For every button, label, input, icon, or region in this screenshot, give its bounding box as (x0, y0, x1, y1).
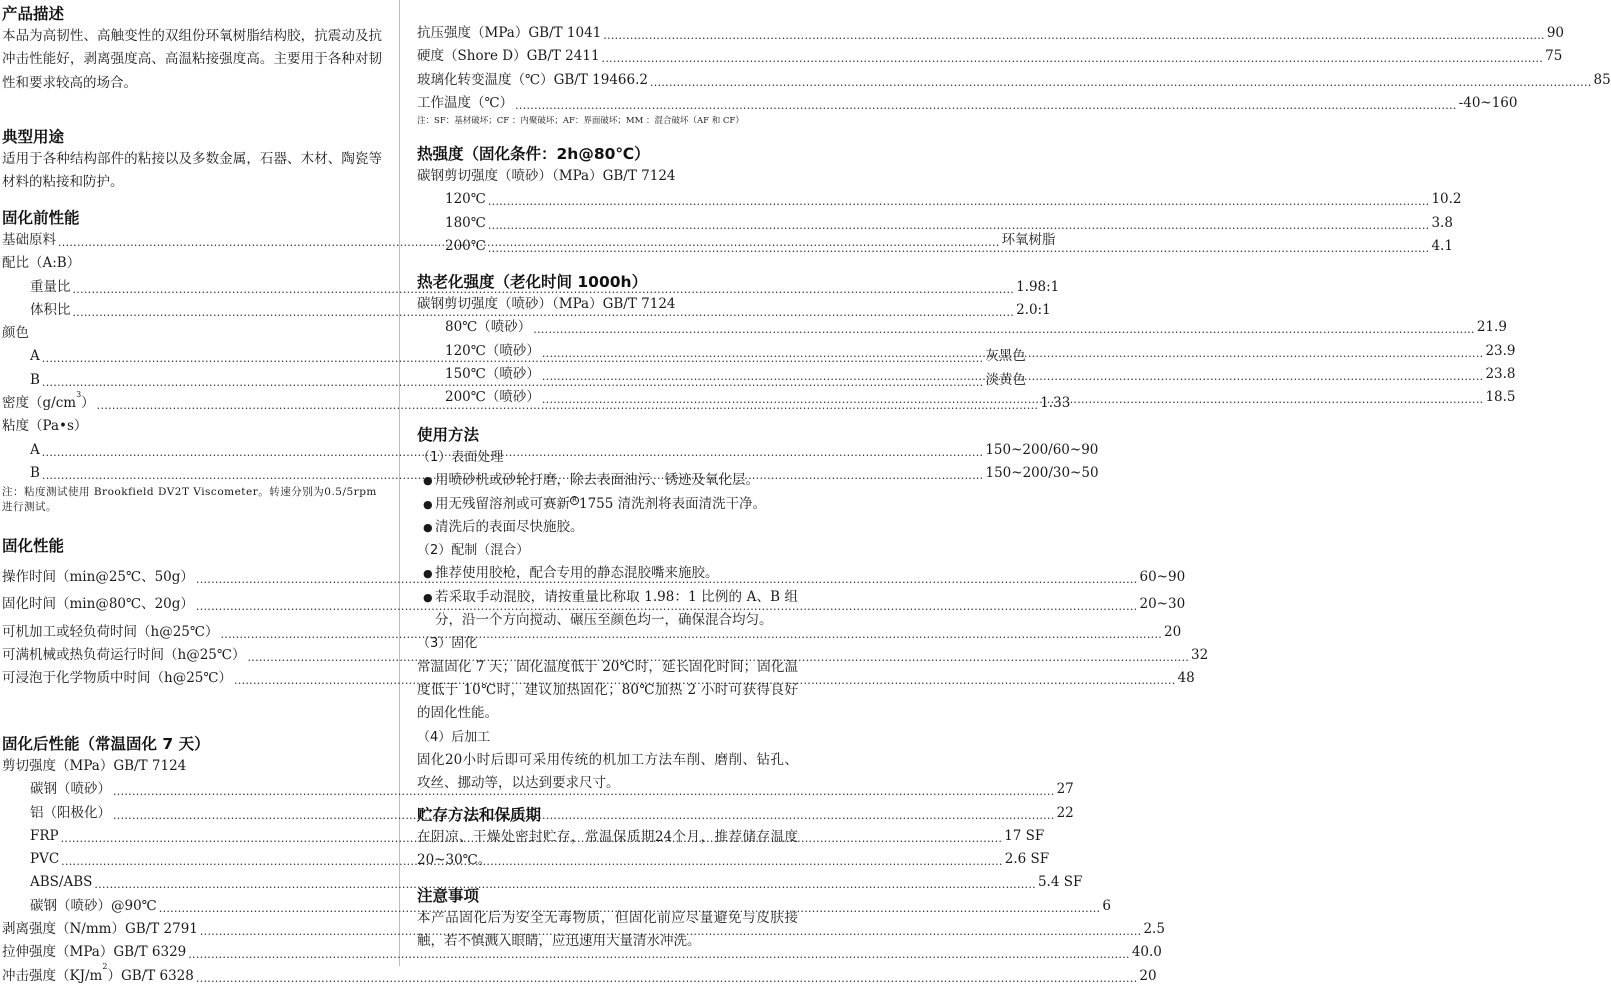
property-label: 硬度（Shore D）GB/T 2411 (417, 48, 600, 65)
aging-value: 23.9 (1485, 342, 1516, 359)
aging-temp: 150℃（喷砂） (445, 365, 540, 382)
impact-label-rest: ）GB/T 6328 (107, 967, 194, 984)
weight-ratio-label: 重量比 (30, 278, 71, 295)
dot-leader (488, 237, 1430, 251)
shear-row-label: 碳钢（喷砂）@90℃ (30, 897, 157, 914)
shear-row-label: 碳钢（喷砂） (30, 781, 111, 798)
product-section (2, 4, 382, 95)
mechanical-props-section (417, 22, 1611, 128)
weight-ratio-value: 1.98:1 (1016, 278, 1060, 295)
shear-row-value: 27 (1056, 781, 1074, 798)
shear-row-label: FRP (30, 827, 59, 844)
dot-leader (542, 365, 1484, 379)
property-row (417, 22, 1565, 45)
usage-step-3-title: （3）固化 (417, 636, 478, 652)
curing-row-value: 20 (1164, 623, 1182, 640)
viscosity-a-label: A (30, 441, 40, 458)
density-label (2, 389, 95, 415)
impact-strength-value: 20 (1139, 967, 1157, 984)
hot-strength-heading: 热强度（固化条件：2h@80℃） (417, 145, 650, 163)
aging-value: 23.8 (1485, 365, 1516, 382)
usage-step-4-title: （4）后加工 (417, 729, 491, 745)
post-cure-heading: 固化后性能（常温固化 7 天） (2, 735, 210, 753)
usage-bullet-text: 若采取手动混胶，请按重量比称取 1.98：1 比例的 A、B 组分，沿一个方向搅动、碾压至颜色均一，确保混合均匀。 (435, 588, 798, 629)
registered-mark-icon: R (570, 496, 579, 505)
shear-row-value: 17 SF (1004, 827, 1045, 844)
curing-row-label: 可机加工或轻负荷时间（h@25℃） (2, 623, 219, 640)
base-material-value: 环氧树脂 (1001, 232, 1056, 248)
bullet-dot-icon: ● (423, 520, 433, 534)
volume-ratio-value: 2.0:1 (1016, 301, 1051, 318)
shear-strength-label: 剪切强度（MPa）GB/T 7124 (2, 758, 187, 774)
hot-strength-temp: 200℃ (445, 237, 486, 254)
density-label-text: 密度（g/cm (2, 395, 77, 412)
shear-row-value: 22 (1056, 804, 1074, 821)
usage-section (417, 425, 798, 795)
dot-leader (542, 342, 1484, 356)
property-value: -40~160 (1458, 94, 1518, 111)
hot-strength-temp: 180℃ (445, 214, 486, 231)
impact-label-text: 冲击强度（KJ/m (2, 967, 103, 984)
density-unit-exponent: 3 (76, 389, 82, 399)
usage-bullet-text: 推荐使用胶枪，配合专用的静态混胶嘴来施胶。 (435, 565, 719, 582)
product-heading: 产品描述 (2, 5, 65, 23)
shear-row-value: 6 (1102, 897, 1111, 914)
hot-strength-sub: 碳钢剪切强度（喷砂）（MPa）GB/T 7124 (417, 168, 676, 184)
impact-strength-row (2, 962, 1157, 988)
property-label: 抗压强度（MPa）GB/T 1041 (417, 25, 602, 41)
color-a-value: 灰黑色 (985, 348, 1026, 365)
tensile-strength-row (2, 941, 1162, 964)
property-value: 85 (1593, 71, 1611, 88)
dot-leader (650, 71, 1592, 85)
density-label-close: ） (81, 395, 95, 412)
dot-leader (542, 388, 1484, 402)
viscosity-a-value: 150~200/60~90 (985, 441, 1099, 458)
impact-unit-exponent: 2 (102, 962, 108, 972)
color-b-label: B (30, 371, 40, 388)
curing-row-value: 48 (1177, 670, 1195, 687)
pre-cure-heading: 固化前性能 (2, 209, 80, 227)
viscosity-b-label: B (30, 464, 40, 481)
hot-strength-temp: 120℃ (445, 191, 486, 208)
shear-row-label: ABS/ABS (30, 874, 93, 891)
curing-row (2, 667, 1195, 690)
dot-leader (603, 24, 1545, 38)
property-value: 75 (1545, 48, 1563, 65)
curing-row-value: 20~30 (1139, 596, 1186, 613)
usage-bullet-text: 用喷砂机或砂轮打磨，除去表面油污、锈迹及氧化层。 (435, 472, 759, 489)
usage-step-2-title: （2）配制（混合） (417, 543, 530, 559)
aging-value: 18.5 (1485, 389, 1516, 406)
property-row (417, 69, 1611, 92)
uses-section (2, 127, 382, 195)
storage-text: 在阴凉、干燥处密封贮存，常温保质期24个月，推荐储存温度20~30℃。 (417, 829, 798, 869)
dot-leader (488, 214, 1430, 228)
curing-row-label: 可满机械或热负荷运行时间（h@25℃） (2, 646, 246, 663)
uses-heading: 典型用途 (2, 128, 65, 146)
hot-strength-value: 10.2 (1431, 191, 1462, 208)
peel-strength-label: 剥离强度（N/mm）GB/T 2791 (2, 921, 198, 938)
usage-step-4-text: 固化20小时后即可采用传统的机加工方法车削、磨削、钻孔、攻丝、挪动等，以达到要求尺寸。 (417, 751, 798, 792)
bullet-dot-icon: ● (423, 567, 433, 581)
curing-row-value: 32 (1191, 646, 1209, 663)
usage-bullet (417, 469, 798, 492)
base-material-label: 基础原料 (2, 232, 56, 248)
usage-step-3-text: 常温固化 7 天；固化温度低于 20℃时，延长固化时间；固化温度低于 10℃时，建议加热固化；80℃加热 2 小时可获得良好的固化性能。 (417, 658, 798, 722)
usage-bullet (417, 562, 798, 585)
shear-row (2, 825, 1045, 848)
ratio-label: 配比（A:B） (2, 255, 81, 272)
bullet-dot-icon: ● (423, 497, 433, 511)
color-a-label: A (30, 348, 40, 365)
caution-text: 本产品固化后为安全无毒物质，但固化前应尽量避免与皮肤接触，若不慎溅入眼睛，应迅速用大量清水冲洗。 (417, 910, 798, 950)
aging-temp: 80℃（喷砂） (445, 319, 532, 336)
hot-strength-row (417, 212, 1453, 235)
property-label: 玻璃化转变温度（℃）GB/T 19466.2 (417, 71, 648, 88)
hot-strength-value: 3.8 (1431, 214, 1453, 231)
dot-leader (488, 190, 1430, 204)
viscosity-note: 注：粘度测试使用 Brookfield DV2T Viscometer。转速分别为0.5/5rpm 进行测试。 (2, 486, 377, 514)
product-text: 本品为高韧性、高触变性的双组份环氧树脂结构胶，抗震动及抗冲击性能好，剥离强度高、高温粘接强度高。主要用于各种对韧性和要求较高的场合。 (2, 28, 382, 91)
caution-section (417, 886, 798, 954)
dot-leader (515, 94, 1457, 108)
viscosity-label: 粘度（Pa•s） (2, 418, 88, 435)
uses-text: 适用于各种结构部件的粘接以及多数金属，石器、木材、陶瓷等材料的粘接和防护。 (2, 151, 382, 191)
property-row (417, 45, 1563, 68)
failure-mode-note: 注：SF：基材破坏；CF ：内聚破坏；AF：界面破坏；MM ：混合破坏（AF 和 CF） (417, 116, 744, 127)
aging-row (417, 316, 1507, 339)
aging-value: 21.9 (1476, 319, 1507, 336)
dot-leader (533, 318, 1475, 332)
usage-bullet (417, 493, 798, 516)
aging-heading: 热老化强度（老化时间 1000h） (417, 273, 648, 291)
shear-row-label: PVC (30, 851, 60, 868)
usage-heading: 使用方法 (417, 426, 480, 444)
shear-row-value: 5.4 SF (1037, 874, 1083, 891)
usage-bullet (417, 516, 798, 539)
storage-heading: 贮存方法和保质期 (417, 806, 542, 824)
curing-row-label: 固化时间（min@80℃、20g） (2, 596, 194, 613)
aging-temp: 120℃（喷砂） (445, 342, 540, 359)
color-b-value: 淡黄色 (985, 371, 1026, 388)
shear-row-label: 铝（阳极化） (30, 804, 111, 821)
usage-step-1-title: （1）表面处理 (417, 450, 504, 465)
curing-row-label: 可浸泡于化学物质中时间（h@25℃） (2, 670, 232, 687)
aging-temp: 200℃（喷砂） (445, 389, 540, 406)
curing-row-value: 60~90 (1139, 569, 1186, 585)
property-row (417, 92, 1518, 115)
curing-row-label: 操作时间（min@25℃、50g） (2, 569, 194, 585)
color-label: 颜色 (2, 325, 29, 342)
tensile-strength-value: 40.0 (1131, 944, 1162, 961)
cleaner-text-post: 1755 清洗剂将表面清洗干净。 (579, 495, 767, 512)
bullet-dot-icon: ● (423, 590, 433, 604)
hot-strength-row (417, 188, 1462, 211)
usage-bullet (417, 586, 798, 633)
property-label: 工作温度（℃） (417, 94, 514, 111)
dot-leader (602, 47, 1544, 61)
impact-strength-label (2, 962, 194, 988)
storage-section (417, 805, 798, 873)
caution-heading: 注意事项 (417, 887, 480, 905)
shear-row-value: 2.6 SF (1004, 851, 1050, 868)
peel-strength-value: 2.5 (1143, 921, 1165, 938)
property-value: 90 (1546, 25, 1565, 41)
aging-sub: 碳钢剪切强度（喷砂）（MPa）GB/T 7124 (417, 296, 676, 312)
viscosity-b-value: 150~200/30~50 (985, 464, 1099, 481)
shear-row (2, 778, 1074, 801)
hot-strength-value: 4.1 (1431, 237, 1453, 254)
cleaner-text-pre: 用无残留溶剂或可赛新 (435, 495, 570, 512)
bullet-dot-icon: ● (423, 474, 433, 488)
tensile-strength-label: 拉伸强度（MPa）GB/T 6329 (2, 944, 187, 961)
shear-row (2, 871, 1083, 894)
curing-heading: 固化性能 (2, 537, 65, 555)
density-value: 1.33 (1040, 395, 1071, 412)
volume-ratio-label: 体积比 (30, 301, 71, 318)
dot-leader (196, 967, 1138, 981)
usage-bullet-text: 清洗后的表面尽快施胶。 (435, 518, 584, 535)
usage-bullet-text (435, 493, 798, 516)
